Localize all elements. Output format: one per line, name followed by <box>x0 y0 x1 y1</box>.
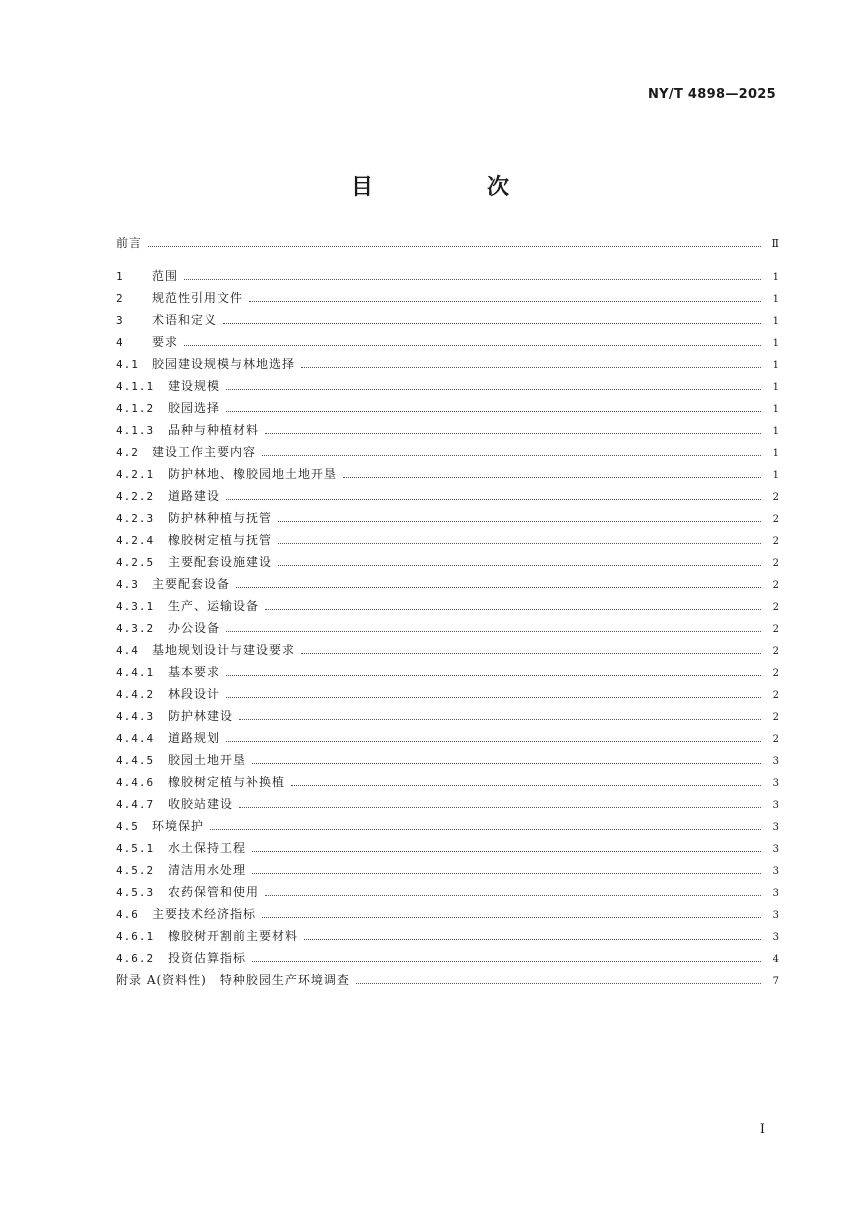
toc-entry-number: 4.4.2 <box>116 688 155 701</box>
toc-entry-title: 范围 <box>152 269 179 283</box>
toc-entry-title: 水土保持工程 <box>168 841 247 855</box>
dot-leader <box>226 697 761 698</box>
dot-leader <box>262 455 761 456</box>
dot-leader <box>252 763 761 764</box>
toc-entry-number: 4.2.4 <box>116 534 155 547</box>
toc-entry-title: 收胶站建设 <box>168 797 234 811</box>
toc-entry-number: 4.4.4 <box>116 732 155 745</box>
toc-entry[interactable] <box>116 971 779 993</box>
toc-entry-page: 2 <box>772 602 779 613</box>
toc-entry-number: 4.4.7 <box>116 798 155 811</box>
toc-entry-number: 4.5.1 <box>116 842 155 855</box>
toc-entry[interactable] <box>116 531 779 553</box>
dot-leader <box>252 873 761 874</box>
toc-entry-number: 4.1.2 <box>116 402 155 415</box>
toc-entry-title: 规范性引用文件 <box>152 291 244 305</box>
toc-entry-number: 4.4.1 <box>116 666 155 679</box>
toc-entry-title: 防护林种植与抚管 <box>168 511 273 525</box>
toc-entry-page: 2 <box>772 712 779 723</box>
dot-leader <box>278 565 761 566</box>
table-of-contents <box>116 234 779 993</box>
toc-entry-title: 清洁用水处理 <box>168 863 247 877</box>
toc-entry-title: 橡胶树开割前主要材料 <box>168 929 299 943</box>
dot-leader <box>356 983 761 984</box>
toc-entry-title: 防护林建设 <box>168 709 234 723</box>
dot-leader <box>239 807 761 808</box>
toc-entry-number: 2 <box>116 292 124 305</box>
toc-entry-page: 4 <box>772 954 779 965</box>
toc-entry-title: 术语和定义 <box>152 313 218 327</box>
toc-entry-title: 前言 <box>116 236 143 250</box>
dot-leader <box>184 279 761 280</box>
toc-entry-page: 1 <box>772 316 779 327</box>
page-number: Ⅰ <box>759 1122 765 1137</box>
toc-entry-page: 1 <box>772 272 779 283</box>
dot-leader <box>184 345 761 346</box>
toc-entry-preface[interactable] <box>116 234 779 256</box>
page-title: 目 次 <box>350 175 555 200</box>
toc-entry[interactable] <box>116 773 779 795</box>
toc-entry[interactable] <box>116 509 779 531</box>
toc-entry-page: 1 <box>772 338 779 349</box>
dot-leader <box>278 543 761 544</box>
toc-entry[interactable] <box>116 487 779 509</box>
dot-leader <box>226 631 761 632</box>
dot-leader <box>265 895 761 896</box>
dot-leader <box>226 741 761 742</box>
toc-entry-title: 橡胶树定植与补换植 <box>168 775 286 789</box>
dot-leader <box>226 389 761 390</box>
toc-entry[interactable] <box>116 267 779 289</box>
toc-list <box>116 267 779 993</box>
toc-entry[interactable] <box>116 377 779 399</box>
toc-entry-number: 4.4 <box>116 644 139 657</box>
toc-entry-title: 橡胶树定植与抚管 <box>168 533 273 547</box>
dot-leader <box>226 499 761 500</box>
toc-entry-title: 胶园选择 <box>168 401 221 415</box>
toc-entry-page: 7 <box>772 976 779 987</box>
toc-entry-number: 4 <box>116 336 124 349</box>
toc-entry-number: 1 <box>116 270 124 283</box>
toc-entry[interactable] <box>116 905 779 927</box>
toc-entry-title: 胶园建设规模与林地选择 <box>152 357 296 371</box>
dot-leader <box>249 301 761 302</box>
toc-entry[interactable] <box>116 707 779 729</box>
toc-entry[interactable] <box>116 883 779 905</box>
toc-entry-title: 主要技术经济指标 <box>152 907 257 921</box>
toc-entry-page: 3 <box>772 756 779 767</box>
toc-entry[interactable] <box>116 729 779 751</box>
toc-entry-page: 3 <box>772 932 779 943</box>
toc-entry-page: 1 <box>772 470 779 481</box>
toc-entry-title: 防护林地、橡胶园地土地开垦 <box>168 467 338 481</box>
dot-leader <box>343 477 761 478</box>
dot-leader <box>265 433 761 434</box>
toc-entry-page: 1 <box>772 294 779 305</box>
toc-entry-title: 胶园土地开垦 <box>168 753 247 767</box>
dot-leader <box>252 851 761 852</box>
toc-entry-page: 2 <box>772 624 779 635</box>
toc-entry-page: 3 <box>772 844 779 855</box>
toc-entry[interactable] <box>116 751 779 773</box>
toc-entry-number: 4.3 <box>116 578 139 591</box>
toc-entry-page: 2 <box>772 734 779 745</box>
toc-entry[interactable] <box>116 575 779 597</box>
dot-leader <box>262 917 761 918</box>
toc-entry-page: 3 <box>772 866 779 877</box>
dot-leader <box>304 939 761 940</box>
toc-entry-number: 4.3.1 <box>116 600 155 613</box>
dot-leader <box>210 829 761 830</box>
toc-entry[interactable] <box>116 333 779 355</box>
toc-entry-title: 品种与种植材料 <box>168 423 260 437</box>
toc-entry-page: Ⅱ <box>771 237 779 250</box>
toc-entry-number: 4.1 <box>116 358 139 371</box>
toc-entry-title: 主要配套设备 <box>152 577 231 591</box>
toc-entry-number: 4.2.3 <box>116 512 155 525</box>
toc-entry-title: 生产、运输设备 <box>168 599 260 613</box>
toc-entry-number: 4.6.2 <box>116 952 155 965</box>
toc-entry-page: 2 <box>772 668 779 679</box>
toc-entry-number: 4.2.5 <box>116 556 155 569</box>
toc-entry[interactable] <box>116 949 779 971</box>
toc-entry[interactable] <box>116 399 779 421</box>
toc-entry-number: 4.1.1 <box>116 380 155 393</box>
toc-entry-title: 建设规模 <box>168 379 221 393</box>
toc-entry-title: 基地规划设计与建设要求 <box>152 643 296 657</box>
toc-entry[interactable] <box>116 421 779 443</box>
toc-entry-title: 林段设计 <box>168 687 221 701</box>
toc-entry-number: 4.6.1 <box>116 930 155 943</box>
toc-entry-title: 要求 <box>152 335 179 349</box>
toc-entry-page: 2 <box>772 492 779 503</box>
dot-leader <box>239 719 761 720</box>
toc-entry-page: 1 <box>772 382 779 393</box>
toc-entry-page: 2 <box>772 690 779 701</box>
dot-leader <box>265 609 761 610</box>
toc-entry[interactable] <box>116 927 779 949</box>
toc-entry-page: 3 <box>772 888 779 899</box>
dot-leader <box>291 785 761 786</box>
toc-entry-title: 基本要求 <box>168 665 221 679</box>
toc-entry[interactable] <box>116 355 779 377</box>
toc-entry[interactable] <box>116 465 779 487</box>
toc-entry[interactable] <box>116 685 779 707</box>
toc-entry-title: 附录 A(资料性) 特种胶园生产环境调查 <box>116 973 350 987</box>
toc-entry-number: 4.1.3 <box>116 424 155 437</box>
toc-entry-number: 3 <box>116 314 124 327</box>
dot-leader <box>148 246 761 247</box>
dot-leader <box>226 411 761 412</box>
toc-entry[interactable] <box>116 795 779 817</box>
toc-entry-page: 1 <box>772 404 779 415</box>
toc-entry[interactable] <box>116 597 779 619</box>
toc-entry-number: 4.2.2 <box>116 490 155 503</box>
toc-entry-number: 4.4.5 <box>116 754 155 767</box>
toc-entry-page: 2 <box>772 536 779 547</box>
toc-entry[interactable] <box>116 663 779 685</box>
toc-entry-page: 2 <box>772 514 779 525</box>
toc-entry[interactable] <box>116 443 779 465</box>
toc-entry-title: 环境保护 <box>152 819 205 833</box>
toc-entry[interactable] <box>116 641 779 663</box>
toc-entry-title: 投资估算指标 <box>168 951 247 965</box>
dot-leader <box>236 587 761 588</box>
toc-entry-page: 2 <box>772 558 779 569</box>
toc-entry-page: 1 <box>772 426 779 437</box>
toc-entry[interactable] <box>116 619 779 641</box>
toc-entry-page: 3 <box>772 800 779 811</box>
dot-leader <box>301 367 761 368</box>
toc-entry[interactable] <box>116 553 779 575</box>
dot-leader <box>223 323 761 324</box>
dot-leader <box>252 961 761 962</box>
toc-entry[interactable] <box>116 861 779 883</box>
toc-entry-number: 4.5.2 <box>116 864 155 877</box>
dot-leader <box>226 675 761 676</box>
toc-entry-number: 4.2.1 <box>116 468 155 481</box>
toc-entry-title: 主要配套设施建设 <box>168 555 273 569</box>
dot-leader <box>301 653 761 654</box>
toc-entry-title: 农药保管和使用 <box>168 885 260 899</box>
toc-entry-page: 3 <box>772 822 779 833</box>
toc-entry-number: 4.6 <box>116 908 139 921</box>
document-code: NY/T 4898—2025 <box>648 87 776 102</box>
toc-entry-title: 办公设备 <box>168 621 221 635</box>
toc-entry-page: 1 <box>772 360 779 371</box>
toc-entry-page: 2 <box>772 646 779 657</box>
toc-entry-number: 4.3.2 <box>116 622 155 635</box>
toc-entry-number: 4.5 <box>116 820 139 833</box>
toc-entry-number: 4.2 <box>116 446 139 459</box>
toc-entry-title: 道路建设 <box>168 489 221 503</box>
toc-entry-page: 2 <box>772 580 779 591</box>
toc-entry-page: 3 <box>772 910 779 921</box>
toc-entry-title: 建设工作主要内容 <box>152 445 257 459</box>
toc-entry-page: 1 <box>772 448 779 459</box>
toc-entry-number: 4.4.3 <box>116 710 155 723</box>
toc-entry-number: 4.4.6 <box>116 776 155 789</box>
toc-entry-number: 4.5.3 <box>116 886 155 899</box>
toc-entry-title: 道路规划 <box>168 731 221 745</box>
dot-leader <box>278 521 761 522</box>
toc-entry[interactable] <box>116 289 779 311</box>
toc-entry[interactable] <box>116 839 779 861</box>
toc-entry[interactable] <box>116 817 779 839</box>
toc-entry-page: 3 <box>772 778 779 789</box>
toc-entry[interactable] <box>116 311 779 333</box>
